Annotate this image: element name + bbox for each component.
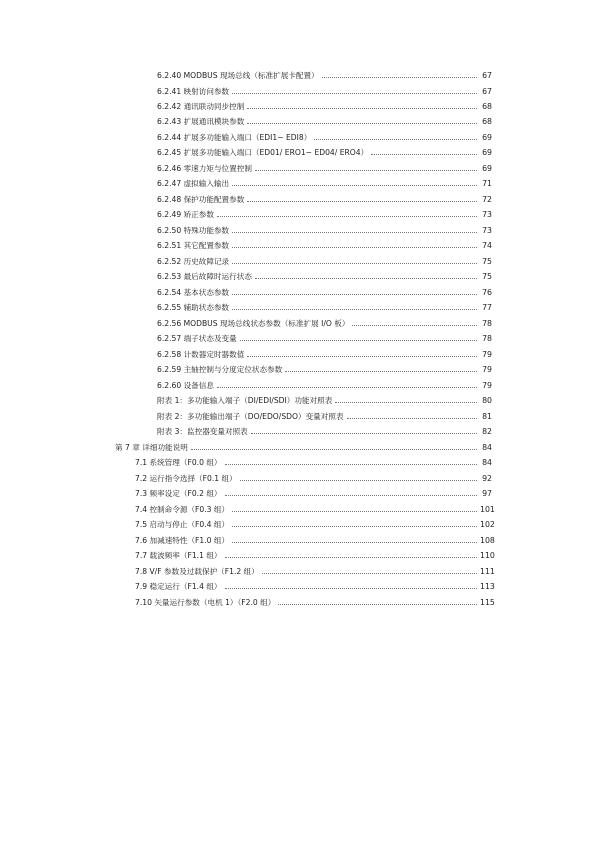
toc-entry[interactable] xyxy=(157,190,492,204)
toc-entry[interactable] xyxy=(157,345,492,359)
leader-dots xyxy=(232,542,477,543)
toc-entry-title: 6.2.57 端子状态及变量 xyxy=(157,334,237,343)
toc-entry-title: 7.4 控制命令源（F0.3 组） xyxy=(135,505,230,514)
toc-entry-page: 108 xyxy=(480,536,495,545)
toc-entry[interactable] xyxy=(157,143,492,157)
toc-entry-title: 6.2.48 保护功能配置参数 xyxy=(157,195,245,204)
toc-entry-title: 6.2.59 主轴控制与分度定位状态参数 xyxy=(157,365,283,374)
toc-entry-title: 7.2 运行指令选择（F0.1 组） xyxy=(135,474,237,483)
toc-entry-page: 102 xyxy=(480,520,495,529)
toc-entry[interactable] xyxy=(157,221,492,235)
leader-dots xyxy=(217,387,477,388)
leader-dots xyxy=(225,588,477,589)
toc-entry[interactable] xyxy=(135,577,495,591)
leader-dots xyxy=(225,495,477,496)
toc-entry-title: 7.10 矢量运行参数（电机 1）（F2.0 组） xyxy=(135,598,276,607)
leader-dots xyxy=(335,402,477,403)
toc-entry-page: 67 xyxy=(482,71,492,80)
toc-entry[interactable] xyxy=(157,97,492,111)
toc-entry[interactable] xyxy=(157,267,492,281)
toc-entry-title: 6.2.46 零速力矩与位置控制 xyxy=(157,164,252,173)
toc-entry-page: 78 xyxy=(482,319,492,328)
toc-entry-title: 6.2.49 矫正参数 xyxy=(157,210,214,219)
toc-entry[interactable] xyxy=(157,298,492,312)
toc-entry-title: 6.2.55 辅助状态参数 xyxy=(157,303,230,312)
toc-entry-title: 7.7 载波频率（F1.1 组） xyxy=(135,551,222,560)
leader-dots xyxy=(232,93,477,94)
toc-entry[interactable] xyxy=(135,453,492,467)
toc-entry[interactable] xyxy=(135,593,495,607)
leader-dots xyxy=(262,573,477,574)
leader-dots xyxy=(347,418,477,419)
toc-entry-page: 76 xyxy=(482,288,492,297)
toc-entry[interactable] xyxy=(157,314,492,328)
toc-entry-title: 7.8 V/F 参数及过载保护（F1.2 组） xyxy=(135,567,259,576)
toc-entry[interactable] xyxy=(135,469,492,483)
toc-entry[interactable] xyxy=(135,562,495,576)
toc-entry[interactable] xyxy=(115,438,492,452)
leader-dots xyxy=(247,108,477,109)
leader-dots xyxy=(232,511,477,512)
toc-entry[interactable] xyxy=(135,500,495,514)
toc-entry-page: 74 xyxy=(482,241,492,250)
toc-entry[interactable] xyxy=(135,484,492,498)
toc-entry-title: 6.2.44 扩展多功能输入端口（EDI1~ EDI8） xyxy=(157,133,312,142)
toc-entry-title: 6.2.47 虚拟输入输出 xyxy=(157,179,230,188)
leader-dots xyxy=(285,371,477,372)
leader-dots xyxy=(247,201,477,202)
toc-entry-page: 73 xyxy=(482,226,492,235)
toc-entry[interactable] xyxy=(157,407,492,421)
leader-dots xyxy=(322,77,477,78)
toc-entry-page: 71 xyxy=(482,179,492,188)
leader-dots xyxy=(232,294,477,295)
leader-dots xyxy=(232,232,477,233)
toc-entry-title: 6.2.51 其它配置参数 xyxy=(157,241,230,250)
toc-entry[interactable] xyxy=(135,546,495,560)
toc-entry-page: 72 xyxy=(482,195,492,204)
leader-dots xyxy=(225,557,477,558)
leader-dots xyxy=(255,278,477,279)
toc-entry-page: 111 xyxy=(480,567,495,576)
toc-entry-title: 7.3 频率设定（F0.2 组） xyxy=(135,489,222,498)
toc-entry-page: 81 xyxy=(482,412,492,421)
leader-dots xyxy=(247,123,477,124)
toc-entry-page: 84 xyxy=(482,458,492,467)
leader-dots xyxy=(232,247,477,248)
toc-entry-page: 97 xyxy=(482,489,492,498)
toc-entry[interactable] xyxy=(157,205,492,219)
toc-entry-title: 第 7 章 详细功能说明 xyxy=(115,443,188,452)
toc-entry-page: 78 xyxy=(482,334,492,343)
toc-entry-title: 附表 1：多功能输入端子（DI/EDI/SDI）功能对照表 xyxy=(157,396,333,405)
toc-entry-title: 6.2.52 历史故障记录 xyxy=(157,257,230,266)
toc-entry-page: 69 xyxy=(482,148,492,157)
toc-entry-page: 69 xyxy=(482,164,492,173)
toc-entry-page: 69 xyxy=(482,133,492,142)
toc-entry-title: 7.1 系统管理（F0.0 组） xyxy=(135,458,222,467)
leader-dots xyxy=(352,325,477,326)
leader-dots xyxy=(191,449,477,450)
toc-entry[interactable] xyxy=(135,531,495,545)
toc-entry-title: 6.2.45 扩展多功能输入端口（ED01/ ERO1~ ED04/ ERO4） xyxy=(157,148,369,157)
toc-entry-page: 79 xyxy=(482,350,492,359)
toc-entry-page: 79 xyxy=(482,365,492,374)
toc-entry[interactable] xyxy=(157,128,492,142)
leader-dots xyxy=(240,340,477,341)
leader-dots xyxy=(240,480,477,481)
toc-entry-page: 84 xyxy=(482,443,492,452)
toc-entry-title: 附表 2：多功能输出端子（DO/EDO/SDO）变量对照表 xyxy=(157,412,344,421)
toc-entry[interactable] xyxy=(157,422,492,436)
toc-entry[interactable] xyxy=(157,360,492,374)
leader-dots xyxy=(278,604,477,605)
toc-entry[interactable] xyxy=(157,391,492,405)
toc-entry-page: 82 xyxy=(482,427,492,436)
toc-entry-title: 6.2.54 基本状态参数 xyxy=(157,288,230,297)
leader-dots xyxy=(314,139,477,140)
toc-entry-title: 7.6 加减速特性（F1.0 组） xyxy=(135,536,230,545)
toc-entry-page: 73 xyxy=(482,210,492,219)
toc-entry[interactable] xyxy=(157,159,492,173)
toc-entry-title: 7.5 启动与停止（F0.4 组） xyxy=(135,520,230,529)
toc-entry-title: 7.9 稳定运行（F1.4 组） xyxy=(135,582,222,591)
toc-entry[interactable] xyxy=(157,174,492,188)
toc-entry-title: 6.2.50 特殊功能参数 xyxy=(157,226,230,235)
toc-entry-title: 6.2.58 计数器定时器数值 xyxy=(157,350,245,359)
toc-entry-page: 68 xyxy=(482,117,492,126)
toc-entry-page: 75 xyxy=(482,257,492,266)
leader-dots xyxy=(225,464,477,465)
leader-dots xyxy=(232,526,477,527)
toc-entry[interactable] xyxy=(157,283,492,297)
toc-entry-page: 80 xyxy=(482,396,492,405)
leader-dots xyxy=(217,216,477,217)
toc-entry-title: 附表 3：监控器变量对照表 xyxy=(157,427,248,436)
toc-entry[interactable] xyxy=(157,329,492,343)
toc-entry-title: 6.2.42 通讯联动同步控制 xyxy=(157,102,245,111)
toc-entry-page: 110 xyxy=(480,551,495,560)
toc-entry-title: 6.2.56 MODBUS 现场总线状态参数（标准扩展 I/O 板） xyxy=(157,319,350,328)
toc-entry-page: 115 xyxy=(480,598,495,607)
toc-entry-page: 79 xyxy=(482,381,492,390)
toc-entry[interactable] xyxy=(157,66,492,80)
leader-dots xyxy=(232,185,477,186)
toc-entry-page: 113 xyxy=(480,582,495,591)
toc-entry-page: 77 xyxy=(482,303,492,312)
toc-entry-title: 6.2.60 设备信息 xyxy=(157,381,214,390)
leader-dots xyxy=(232,263,477,264)
toc-entry-title: 6.2.43 扩展通讯模块参数 xyxy=(157,117,245,126)
leader-dots xyxy=(247,356,477,357)
toc-entry[interactable] xyxy=(157,236,492,250)
leader-dots xyxy=(255,170,477,171)
toc-entry-page: 75 xyxy=(482,272,492,281)
toc-entry-title: 6.2.53 最后故障时运行状态 xyxy=(157,272,252,281)
toc-entry[interactable] xyxy=(157,376,492,390)
toc-entry[interactable] xyxy=(135,515,495,529)
leader-dots xyxy=(251,433,477,434)
toc-entry-page: 101 xyxy=(480,505,495,514)
leader-dots xyxy=(371,154,477,155)
toc-entry-page: 92 xyxy=(482,474,492,483)
toc-entry-page: 67 xyxy=(482,87,492,96)
toc-entry-title: 6.2.40 MODBUS 现场总线（标准扩展卡配置） xyxy=(157,71,319,80)
toc-entry[interactable] xyxy=(157,82,492,96)
toc-entry[interactable] xyxy=(157,252,492,266)
toc-entry-page: 68 xyxy=(482,102,492,111)
toc-entry-title: 6.2.41 映射访问参数 xyxy=(157,87,230,96)
leader-dots xyxy=(232,309,477,310)
toc-entry[interactable] xyxy=(157,112,492,126)
